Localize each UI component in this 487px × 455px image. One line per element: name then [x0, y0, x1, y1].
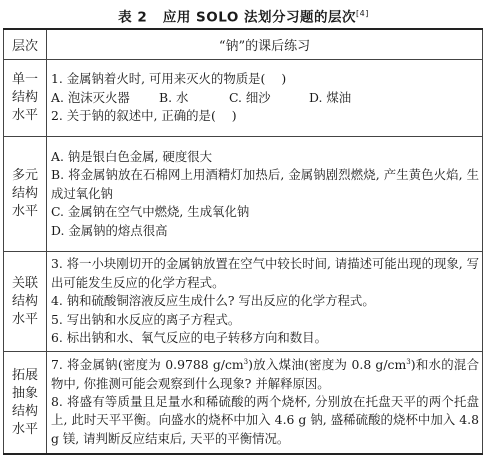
question-2-option-a: A. 钠是银白色金属, 硬度很大: [51, 148, 212, 164]
superscript: 3: [406, 358, 411, 366]
question-5: 5. 写出钠和水反应的离子方程式。: [51, 311, 241, 327]
question-7-part: )和水的混合物中, 你推测可能会观察到什么现象? 并解释原因。: [51, 357, 479, 391]
table-header-row: [4, 29, 483, 60]
superscript: 3: [243, 358, 249, 366]
caption-prefix: 表 2: [118, 9, 148, 26]
option-d: D. 煤油: [309, 89, 352, 105]
table-row-multistructural: [4, 137, 483, 252]
question-1: 1. 金属钠着火时, 可用来灭火的物质是( ): [51, 71, 287, 87]
question-8: 8. 将盛有等质量且足量水和稀硫酸的两个烧杯, 分别放在托盘天平的两个托盘上, 此时天平平衡。向盛水的烧杯中加入 4.6 g 钠, 盛稀硫酸的烧杯中加入 4.8 g 镁, 请判断反应结束后, 天平的平衡情况。: [51, 393, 479, 446]
question-7-part: 7. 将金属钠(密度为 0.9788 g/cm: [51, 357, 244, 373]
level-text: 关联: [11, 275, 38, 291]
option-b: B. 水: [159, 89, 189, 105]
level-cell: [4, 60, 47, 137]
level-cell: [4, 137, 47, 252]
question-3: 3. 将一小块刚切开的金属钠放置在空气中较长时间, 请描述可能出现的现象, 写出可能发生反应的化学方程式。: [51, 256, 480, 290]
level-text: 单一: [11, 72, 38, 87]
question-7-part: )放入煤油(密度为 0.8 g/cm: [248, 357, 407, 373]
question-1-stem: 1. 金属钠着火时, 可用来灭火的物质是: [51, 71, 261, 87]
question-2-option-c: C. 金属钠在空气中燃烧, 生成氧化钠: [51, 204, 250, 220]
question-6: 6. 标出钠和水、氧气反应的电子转移方向和数目。: [51, 330, 327, 346]
question-2-option-d: D. 金属钠的熔点很高: [51, 222, 168, 238]
exercise-cell: [47, 137, 483, 252]
header-exercises: “钠”的课后练习: [47, 29, 483, 60]
option-c: C. 细沙: [229, 89, 271, 105]
caption-reference: [4]: [356, 9, 369, 18]
level-cell: [4, 252, 47, 352]
table-caption: [3, 0, 484, 28]
level-text: 水平: [11, 204, 38, 219]
table-row-relational: [4, 252, 483, 352]
question-2-option-b: B. 将金属钠放在石棉网上用酒精灯加热后, 金属钠剧烈燃烧, 产生黄色火焰, 生成过氧化钠: [51, 167, 479, 201]
question-2: 2. 关于钠的叙述中, 正确的是( ): [51, 108, 237, 124]
level-text: 抽象: [11, 385, 38, 401]
solo-levels-table: [3, 28, 483, 455]
level-text: 结构: [11, 403, 38, 419]
question-1-options: [51, 89, 479, 107]
table-row-unistructural: [4, 60, 483, 137]
exercise-cell: [47, 252, 483, 352]
header-level: 层次: [4, 29, 47, 60]
caption-title: 应用 SOLO 法划分习题的层次: [162, 9, 357, 26]
level-text: 结构: [11, 186, 38, 201]
question-2-stem: 2. 关于钠的叙述中, 正确的是: [51, 108, 211, 124]
option-a: A. 泡沫灭火器: [51, 89, 130, 105]
question-7: [51, 353, 479, 393]
level-text: 多元: [11, 168, 38, 183]
level-text: 水平: [11, 421, 38, 437]
level-text: 结构: [11, 293, 38, 309]
level-text: 结构: [11, 90, 38, 105]
level-text: 水平: [11, 108, 38, 123]
exercise-cell: [47, 60, 483, 137]
question-4: 4. 钠和硫酸铜溶液反应生成什么? 写出反应的化学方程式。: [51, 293, 375, 309]
level-text: 水平: [11, 311, 38, 327]
level-text: 拓展: [11, 367, 38, 383]
